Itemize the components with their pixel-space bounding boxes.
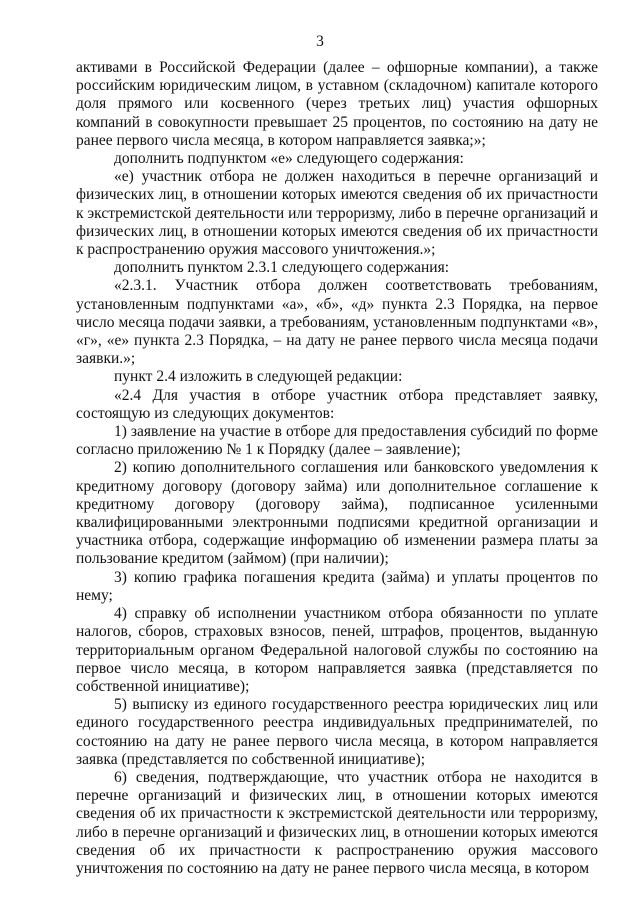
document-body — [76, 59, 598, 878]
paragraph: дополнить подпунктом «е» следующего содержания: — [114, 150, 464, 168]
paragraph: 6) сведения, подтверждающие, что участник отбора не находится в перечне организаций и физических лиц, в отношении которых имеются сведения об их причастности к экстремистской деятельности или терроризму, либо в перечне организаций и физических лиц, в отношении которых имеются сведения об их причастности к распространению оружия массового уничтожения по состоянию на дату не ранее первого числа месяца, в котором — [76, 768, 598, 877]
page-number: 3 — [316, 33, 324, 50]
paragraph: «е) участник отбора не должен находиться в перечне организаций и физических лиц, в отношении которых имеются сведения об их причастности к экстремистской деятельности или терроризму, либо в перечне организаций и физических лиц, в отношении которых имеются сведения об их причастности к распространению оружия массового уничтожения.»; — [76, 168, 598, 259]
paragraph: дополнить пунктом 2.3.1 следующего содержания: — [114, 259, 449, 277]
paragraph: 3) копию графика погашения кредита (займа) и уплаты процентов по нему; — [76, 568, 598, 604]
paragraph: «2.3.1. Участник отбора должен соответствовать требованиям, установленным подпунктами «а», «б», «д» пункта 2.3 Порядка, на первое число месяца подачи заявки, а требованиям, установленным подпунктами «в», «г», «е» пункта 2.3 Порядка, – на дату не ранее первого числа месяца подачи заявки.»; — [76, 277, 598, 368]
paragraph: 2) копию дополнительного соглашения или банковского уведомления к кредитному договору (договору займа) или дополнительное соглашение к кредитному договору (договору займа), подписанное усиленными квалифицированными электронными подписями кредитной организации и участника отбора, содержащие информацию об изменении размера платы за пользование кредитом (займом) (при наличии); — [76, 459, 598, 568]
paragraph: 5) выписку из единого государственного реестра юридических лиц или единого государственного реестра индивидуальных предпринимателей, по состоянию на дату не ранее первого числа месяца, в котором направляется заявка (представляется по собственной инициативе); — [76, 696, 598, 768]
paragraph: «2.4 Для участия в отборе участник отбора представляет заявку, состоящую из следующих документов: — [76, 386, 598, 422]
paragraph: 4) справку об исполнении участником отбора обязанности по уплате налогов, сборов, страховых взносов, пеней, штрафов, процентов, выданную территориальным органом Федеральной налоговой службы по состоянию на первое число месяца, в котором направляется заявка (представляется по собственной инициативе); — [76, 605, 598, 695]
paragraph: пункт 2.4 изложить в следующей редакции: — [114, 368, 403, 386]
paragraph: 1) заявление на участие в отборе для предоставления субсидий по форме согласно приложению № 1 к Порядку (далее – заявление); — [76, 423, 598, 459]
paragraph: активами в Российской Федерации (далее – офшорные компании), а также российским юридическим лицом, в уставном (складочном) капитале которого доля прямого или косвенного (через третьих лиц) участия офшорных компаний в совокупности превышает 25 процентов, по состоянию на дату не ранее первого числа месяца, в котором направляется заявка;»; — [76, 59, 598, 149]
